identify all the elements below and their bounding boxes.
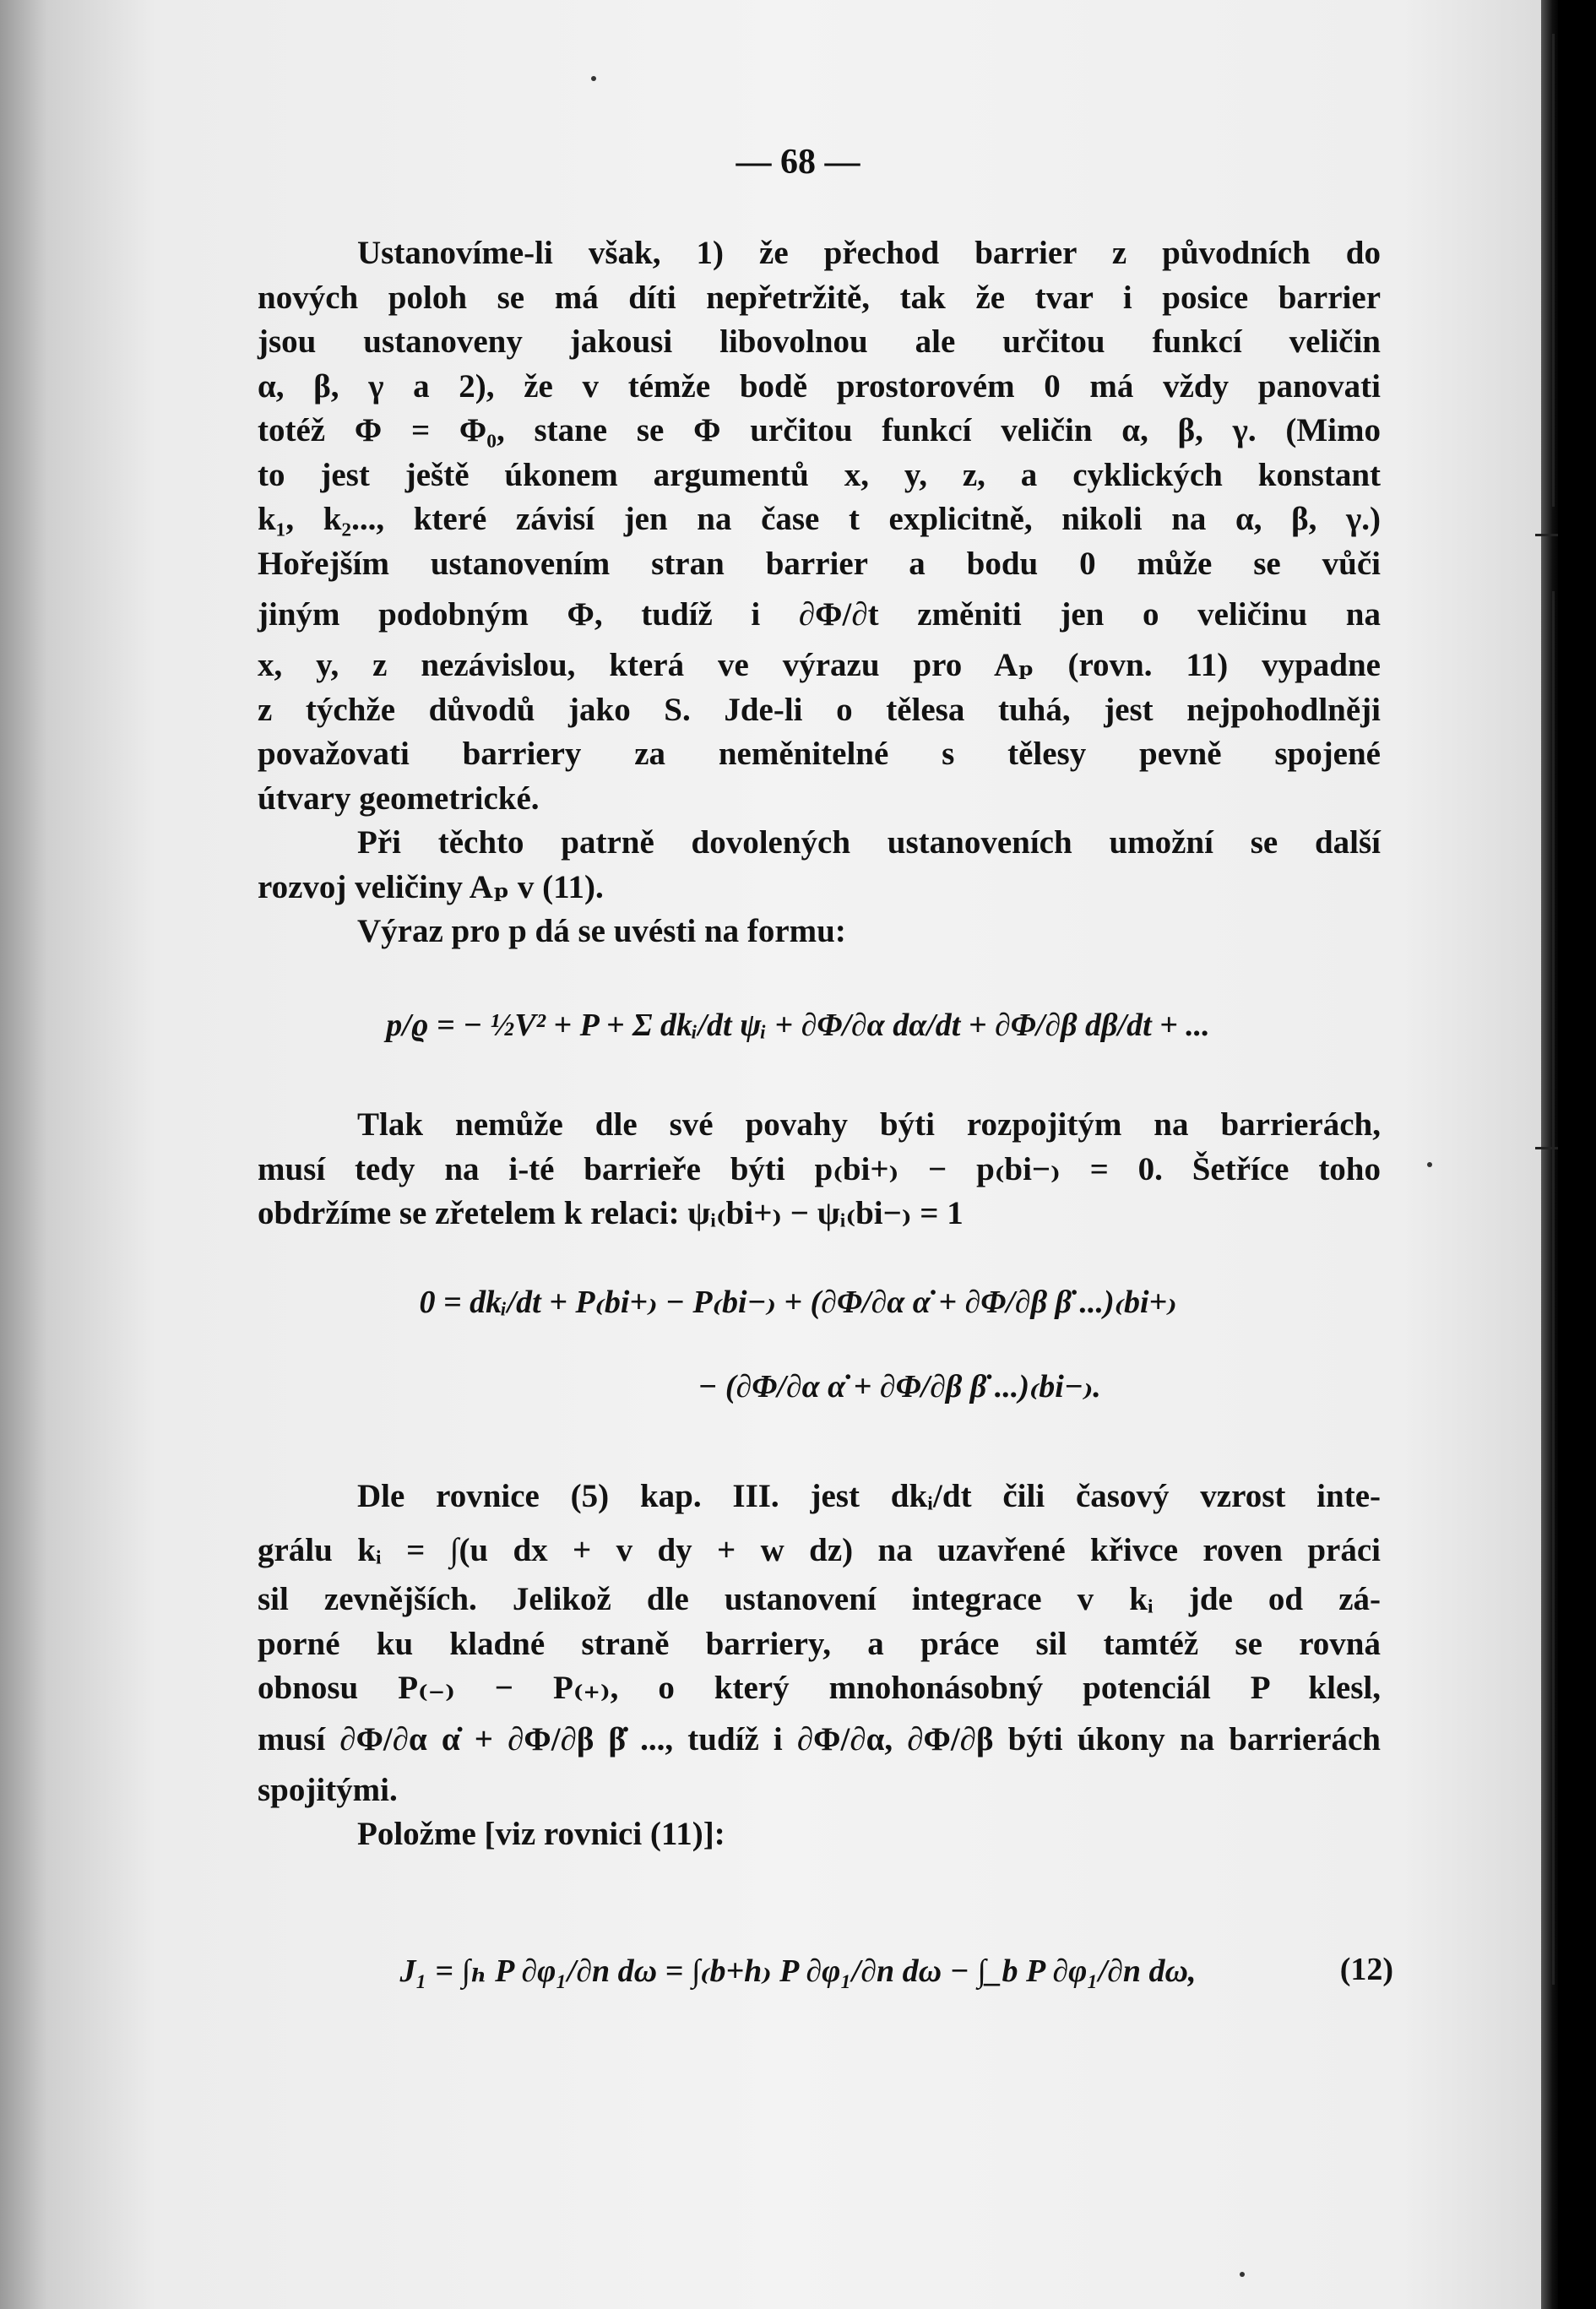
body-text-block-2 — [258, 1103, 1381, 1236]
text-line: α, β, γ a 2), že v témže bodě prostorovém 0 má vždy panovati — [258, 367, 1381, 405]
text-line: útvary geometrické. — [258, 780, 540, 817]
text-line: Položme [viz rovnici (11)]: — [357, 1816, 725, 1852]
text-line: obnosu P₍₋₎ − P₍₊₎, o který mnohonásobný potenciál P klesl, — [258, 1670, 1381, 1706]
body-text-block-3 — [258, 1470, 1381, 1857]
speck — [1427, 1162, 1432, 1167]
binding-mark — [1535, 1147, 1558, 1149]
text-line: sil zevnějších. Jelikož dle ustanovení integrace v kᵢ jde od zá- — [258, 1581, 1381, 1617]
text-line: jiným podobným Φ, tudíž i ∂Φ/∂t změniti jen o veličinu na — [258, 596, 1381, 633]
text-line: Dle rovnice (5) kap. III. jest dkᵢ/dt čili časový vzrost inte- — [357, 1478, 1381, 1514]
text-line: Výraz pro p dá se uvésti na formu: — [357, 913, 846, 949]
body-text-block-1 — [258, 231, 1381, 954]
speck — [1240, 2272, 1245, 2277]
text-line: Hořejším ustanovením stran barrier a bodu 0 může se vůči — [258, 545, 1381, 582]
text-line: grálu kᵢ = ∫(u dx + v dy + w dz) na uzavřené křivce roven práci — [258, 1532, 1381, 1568]
equation-barrier-1: 0 = dkᵢ/dt + P₍bi+₎ − P₍bi−₎ + (∂Φ/∂α α̇ + ∂Φ/∂β β̇ ...)₍bi+₎ — [419, 1285, 1177, 1320]
text-line: jsou ustanoveny jakousi libovolnou ale určitou funkcí veličin — [258, 323, 1381, 360]
binding-line — [1552, 34, 1555, 507]
text-line: z týchže důvodů jako S. Jde-li o tělesa tuhá, jest nejpohodlněji — [258, 691, 1381, 728]
binding-mark — [1535, 534, 1558, 536]
equation-barrier-2: − (∂Φ/∂α α̇ + ∂Φ/∂β β̇ ...)₍bi−₎. — [698, 1369, 1101, 1404]
text-line: nových poloh se má díti nepřetržitě, tak že tvar i posice barrier — [258, 279, 1381, 316]
text-line: x, y, z nezávislou, která ve výrazu pro Aₚ (rovn. 11) vypadne — [258, 647, 1381, 683]
equation-number: (12) — [1339, 1952, 1393, 1987]
equation-pressure: p/ϱ = − ½V² + P + Σ dkᵢ/dt ψᵢ + ∂Φ/∂α dα/dt + ∂Φ/∂β dβ/dt + ... — [386, 1008, 1210, 1043]
text-line: k₁, k₂..., které závisí jen na čase t explicitně, nikoli na α, β, γ.) — [258, 501, 1381, 537]
text-line: Ustanovíme-li však, 1) že přechod barrier z původních do — [357, 235, 1381, 271]
page-number: — 68 — — [736, 143, 860, 182]
text-line: Tlak nemůže dle své povahy býti rozpojitým na barrierách, — [357, 1106, 1381, 1143]
text-line: Při těchto patrně dovolených ustanoveních umožní se další — [357, 824, 1381, 861]
text-line: rozvoj veličiny Aₚ v (11). — [258, 868, 604, 905]
text-line: to jest ještě úkonem argumentů x, y, z, a cyklických konstant — [258, 456, 1381, 493]
text-line: považovati barriery za neměnitelné s tělesy pevně spojené — [258, 736, 1381, 772]
text-line: musí ∂Φ/∂α α̇ + ∂Φ/∂β β̇ ..., tudíž i ∂Φ/∂α, ∂Φ/∂β býti úkony na barrierách — [258, 1720, 1381, 1758]
text-line: porné ku kladné straně barriery, a práce sil tamtéž se rovná — [258, 1625, 1381, 1662]
text-line: totéž Φ = Φ₀, stane se Φ určitou funkcí veličin α, β, γ. (Mimo — [258, 412, 1381, 448]
speck — [591, 76, 596, 81]
equation-J1: J₁ = ∫ₕ P ∂φ₁/∂n dω = ∫₍b+h₎ P ∂φ₁/∂n dω − ∫_b P ∂φ₁/∂n dω, — [399, 1953, 1197, 1989]
text-line: musí tedy na i-té barrieře býti p₍bi+₎ − p₍bi−₎ = 0. Šetříce toho — [258, 1150, 1381, 1187]
text-line: obdržíme se zřetelem k relaci: ψᵢ₍bi+₎ − ψᵢ₍bi−₎ = 1 — [258, 1195, 964, 1231]
text-line: spojitými. — [258, 1771, 398, 1808]
